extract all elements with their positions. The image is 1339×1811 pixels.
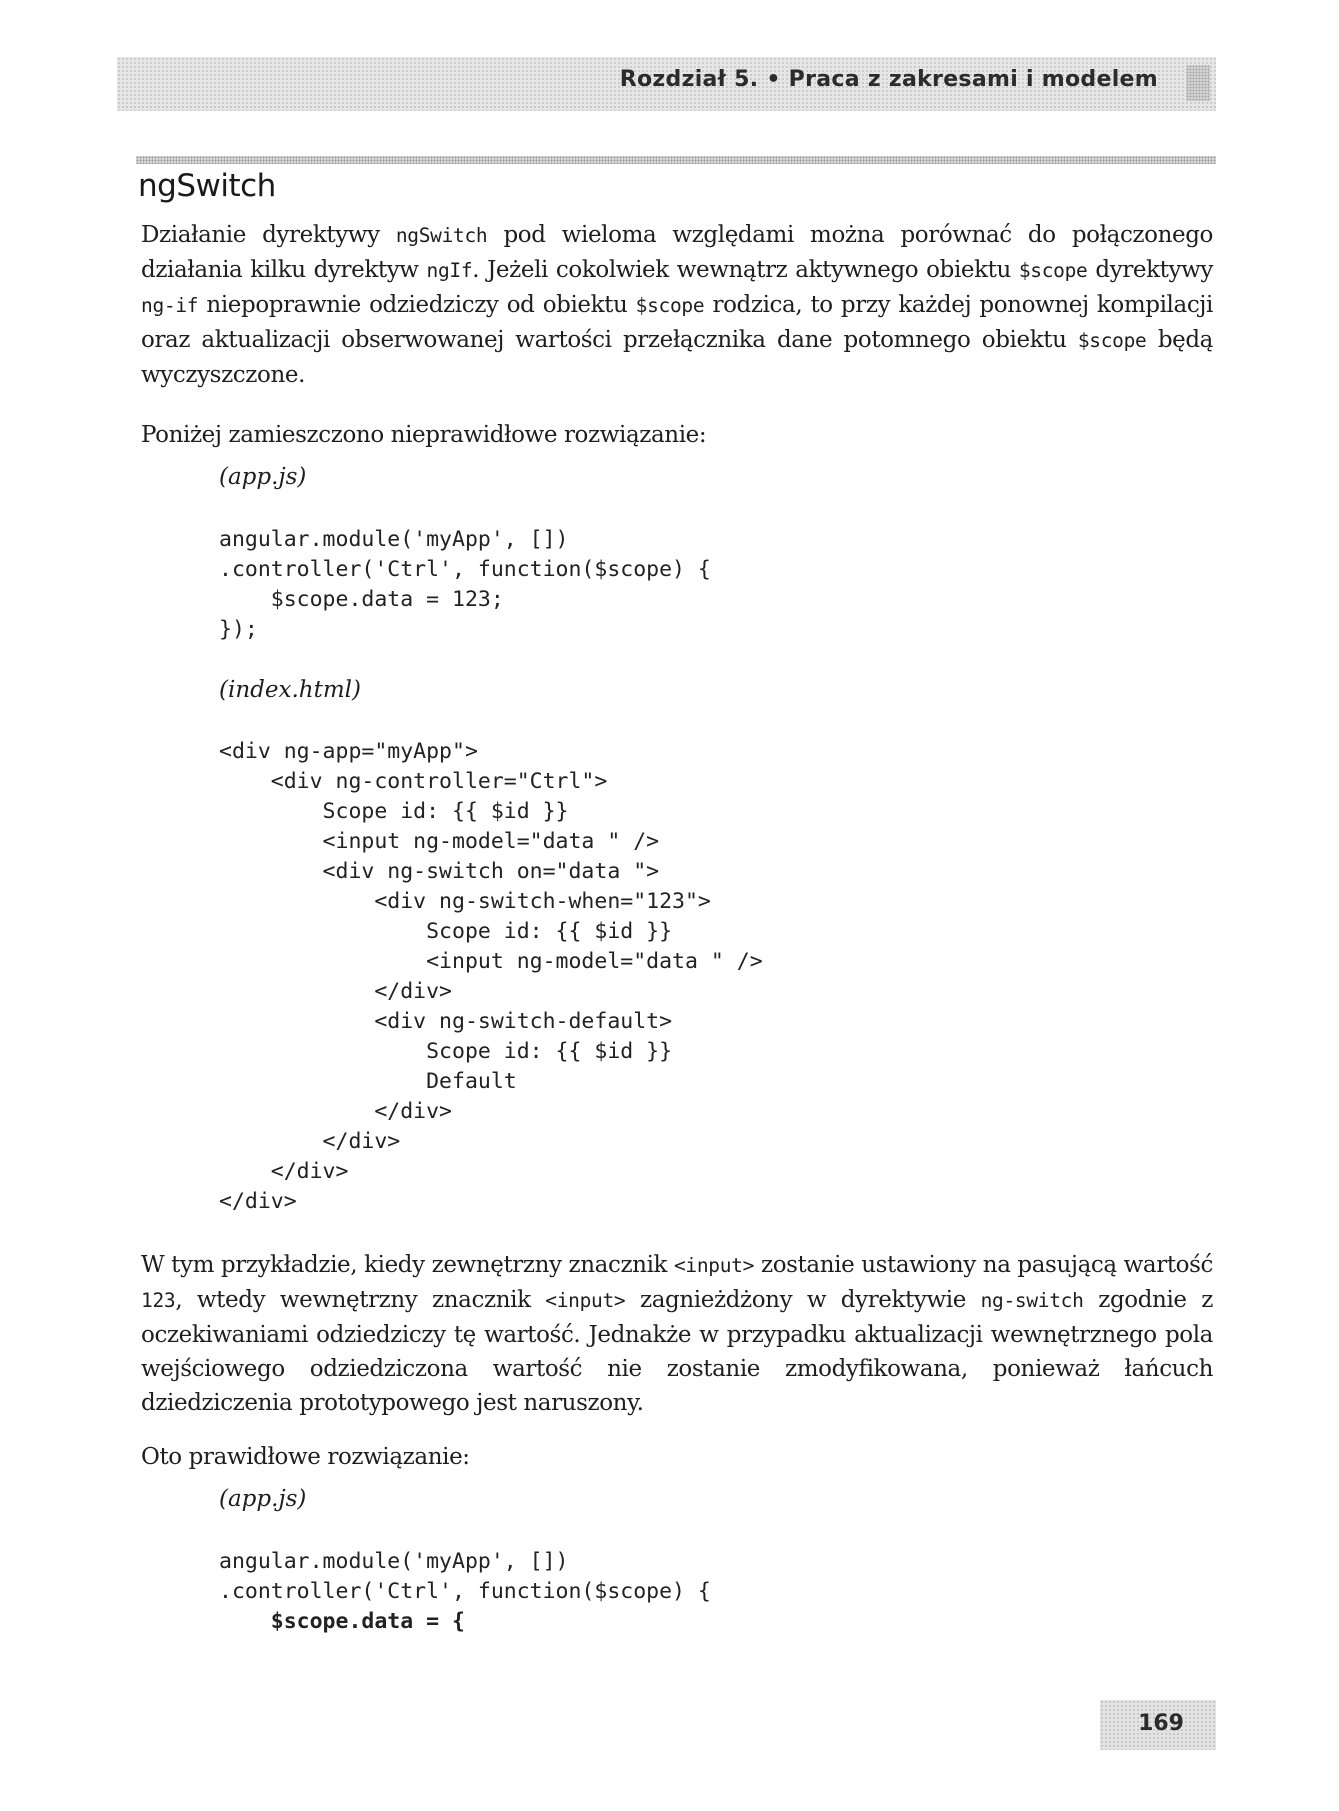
page-number-box	[1100, 1700, 1216, 1750]
code-block-app-js-correct	[219, 1547, 711, 1637]
paragraph-explanation	[141, 1248, 1213, 1420]
page-number: 169	[1138, 1711, 1184, 1736]
inline-code: ngIf	[426, 259, 473, 282]
code-plain: angular.module('myApp', []) .controller('Ctrl', function($scope) {	[219, 1549, 711, 1604]
section-title: ngSwitch	[138, 168, 276, 204]
text-run: niepoprawnie odziedziczy od obiektu	[198, 292, 636, 318]
running-header	[117, 57, 1216, 111]
text-run: Działanie dyrektywy	[141, 222, 396, 248]
inline-code: $scope	[1077, 329, 1147, 352]
chapter-title: Rozdział 5. • Praca z zakresami i modelem	[619, 67, 1158, 92]
text-run: pod wieloma względami można porównać do połączonego działania kilku dyrektyw	[141, 222, 1213, 283]
caption-index-html: (index.html)	[219, 677, 361, 703]
text-run: dyrektywy	[1087, 257, 1213, 283]
inline-code: ng-switch	[980, 1289, 1084, 1312]
text-run: zgodnie z oczekiwaniami odziedziczy tę wartość. Jednakże w przypadku aktualizacji wewnętrznego pola wejściowego odziedziczona wartość nie zostanie zmodyfikowana, ponieważ łańcuch dziedziczenia prototypowego jest naruszony.	[141, 1287, 1213, 1416]
inline-code: 123	[141, 1289, 176, 1312]
inline-code: $scope	[1018, 259, 1088, 282]
code-highlight: $scope.data = {	[219, 1609, 465, 1634]
paragraph-correct-solution: Oto prawidłowe rozwiązanie:	[141, 1444, 470, 1470]
text-run: W tym przykładzie, kiedy zewnętrzny znacznik	[141, 1252, 674, 1278]
text-run: będą wyczyszczone.	[141, 327, 1213, 388]
caption-app-js: (app.js)	[219, 464, 307, 490]
text-run: zostanie ustawiony na pasującą wartość	[754, 1252, 1213, 1278]
caption-app-js-correct: (app.js)	[219, 1486, 307, 1512]
text-run: , wtedy wewnętrzny znacznik	[175, 1287, 546, 1313]
text-run: zagnieżdżony w dyrektywie	[625, 1287, 981, 1313]
inline-code: $scope	[635, 294, 705, 317]
text-run: rodzica, to przy każdej ponownej kompilacji oraz aktualizacji obserwowanej wartości przełącznika dane potomnego obiektu	[141, 292, 1213, 353]
header-tab-decoration	[1186, 65, 1210, 101]
paragraph-intro	[141, 218, 1213, 392]
inline-code: <input>	[673, 1254, 755, 1277]
inline-code: ng-if	[141, 294, 199, 317]
text-run: . Jeżeli cokolwiek wewnątrz aktywnego obiektu	[472, 257, 1019, 283]
inline-code: <input>	[545, 1289, 626, 1312]
inline-code: ngSwitch	[395, 224, 488, 247]
code-block-index-html: <div ng-app="myApp"> <div ng-controller="Ctrl"> Scope id: {{ $id }} <input ng-model="data " /> <div ng-switch on="data "> <div ng-switch-when="123"> Scope id: {{ $id }} <input ng-model="data " /> </div> <div ng-switch-default> Scope id: {{ $id }} Default </div> </div> </div> </div>	[219, 739, 763, 1214]
paragraph-wrong-solution: Poniżej zamieszczono nieprawidłowe rozwiązanie:	[141, 422, 707, 448]
section-rule	[136, 156, 1216, 164]
code-block-app-js: angular.module('myApp', []) .controller('Ctrl', function($scope) { $scope.data = 123; });	[219, 527, 711, 642]
